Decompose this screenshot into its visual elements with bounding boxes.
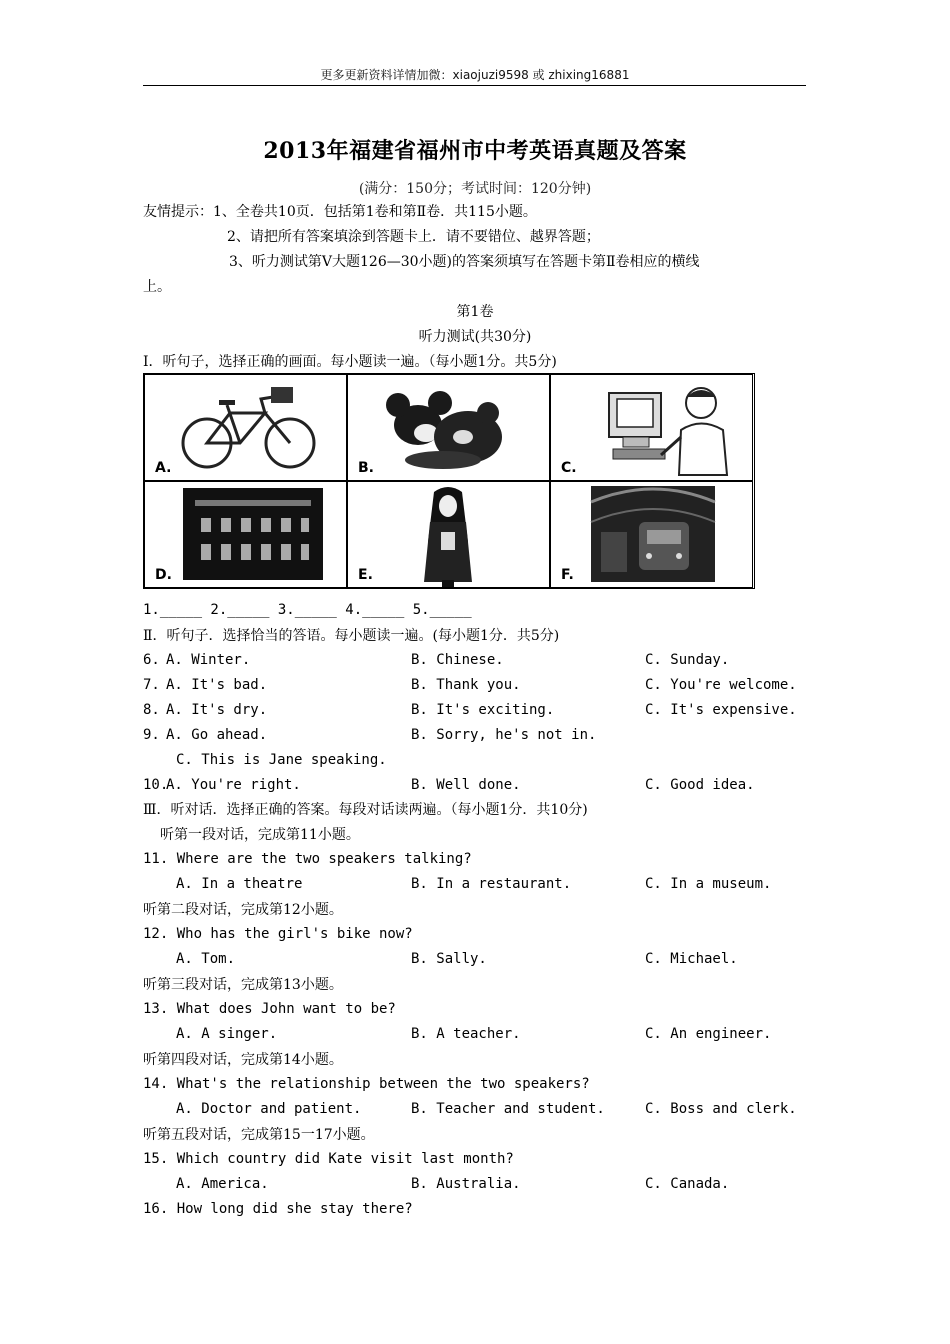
option-a: A. A singer. [176, 1026, 278, 1042]
page-header-text: 更多更新资料详情加微：xiaojuzi9598 或 zhixing16881 [320, 68, 630, 82]
option-a: A. America. [176, 1176, 269, 1192]
option-a: A. Tom. [176, 951, 236, 967]
picture-c [550, 374, 753, 481]
dialogue-instruction: 听第二段对话，完成第12小题。 [143, 902, 343, 918]
computer-user-icon [551, 375, 753, 481]
option-a: A. Go ahead. [166, 727, 268, 743]
option-a: A. Doctor and patient. [176, 1101, 362, 1117]
option-c: C. Sunday. [645, 652, 730, 668]
picture-c-label: C. [561, 460, 577, 476]
option-a: A. It's bad. [166, 677, 268, 693]
section3-heading: Ⅲ．听对话．选择正确的答案。每段对话读两遍。（每小题1分．共10分) [143, 802, 588, 818]
mickey-mouse-icon [348, 375, 550, 481]
bicycle-icon [145, 375, 347, 481]
option-b: B. Teacher and student. [411, 1101, 605, 1117]
dialogue-instruction: 听第四段对话，完成第14小题。 [143, 1052, 343, 1068]
option-c: C. Canada. [645, 1176, 730, 1192]
dialogue-instruction: 听第一段对话，完成第11小题。 [160, 827, 360, 843]
option-c: C. Boss and clerk. [645, 1101, 797, 1117]
question-number: 9. [143, 727, 160, 743]
dialogue-instruction: 听第三段对话，完成第13小题。 [143, 977, 343, 993]
option-b: B. A teacher. [411, 1026, 521, 1042]
picture-f-label: F. [561, 567, 574, 583]
picture-d-label: D. [155, 567, 172, 583]
option-a: C. This is Jane speaking. [176, 752, 387, 768]
header-divider [143, 85, 806, 86]
page-title: 2013年福建省福州市中考英语真题及答案 [263, 138, 687, 164]
tip-line-1: 友情提示：1、全卷共10页．包括第1卷和第Ⅱ卷．共115小题。 [143, 204, 537, 220]
picture-a [144, 374, 347, 481]
building-night-icon [145, 482, 347, 588]
subway-train-icon [551, 482, 753, 588]
exam-info: (满分：150分；考试时间：120分钟) [358, 181, 592, 197]
tip-line-2: 2、请把所有答案填涂到答题卡上．请不要错位、越界答题； [227, 229, 600, 245]
option-c: C. Michael. [645, 951, 738, 967]
option-a: A. In a theatre [176, 876, 303, 892]
option-b: B. Sorry, he's not in. [411, 727, 597, 743]
dialogue-instruction: 听第五段对话，完成第15一17小题。 [143, 1127, 375, 1143]
section2-heading: Ⅱ．听句子．选择恰当的答语。每小题读一遍。(每小题1分．共5分) [143, 628, 560, 644]
question-text: 12. Who has the girl's bike now? [143, 926, 413, 942]
question-text: 11. Where are the two speakers talking? [143, 851, 472, 867]
option-b: B. It's exciting. [411, 702, 555, 718]
option-c: C. It's expensive. [645, 702, 797, 718]
question-text: 14. What's the relationship between the two speakers? [143, 1076, 590, 1092]
question-text: 13. What does John want to be? [143, 1001, 396, 1017]
option-b: B. Sally. [411, 951, 487, 967]
woman-portrait-icon [348, 482, 550, 588]
option-a: A. You're right. [166, 777, 301, 793]
section1-heading: I．听句子，选择正确的画面。每小题读一遍。（每小题1分。共5分) [143, 354, 557, 370]
option-c: C. An engineer. [645, 1026, 772, 1042]
picture-a-label: A. [155, 460, 172, 476]
option-c: C. In a museum. [645, 876, 772, 892]
option-c: C. Good idea. [645, 777, 755, 793]
picture-b [347, 374, 550, 481]
listening-title: 听力测试(共30分) [418, 329, 532, 345]
question-number: 10. [143, 777, 169, 793]
picture-e-label: E. [358, 567, 373, 583]
option-b: B. Australia. [411, 1176, 521, 1192]
option-a: A. Winter. [166, 652, 251, 668]
question-text: 16. How long did she stay there? [143, 1201, 413, 1217]
question-text: 15. Which country did Kate visit last month? [143, 1151, 514, 1167]
option-c: C. You're welcome. [645, 677, 797, 693]
picture-b-label: B. [358, 460, 374, 476]
question-number: 7. [143, 677, 160, 693]
tip-line-3: 3、听力测试第Ⅴ大题126—30小题)的答案须填写在答题卡第Ⅱ卷相应的横线 [229, 254, 700, 270]
answer-blanks: 1._____ 2._____ 3._____ 4._____ 5._____ [143, 602, 472, 618]
option-b: B. Well done. [411, 777, 521, 793]
volume-title: 第1卷 [456, 304, 494, 320]
picture-e [347, 481, 550, 588]
option-a: A. It's dry. [166, 702, 268, 718]
option-b: B. In a restaurant. [411, 876, 572, 892]
option-b: B. Chinese. [411, 652, 504, 668]
picture-grid [143, 373, 755, 589]
tip-line-4: 上。 [143, 279, 171, 295]
question-number: 6. [143, 652, 160, 668]
picture-f [550, 481, 753, 588]
option-b: B. Thank you. [411, 677, 521, 693]
question-number: 8. [143, 702, 160, 718]
picture-d [144, 481, 347, 588]
